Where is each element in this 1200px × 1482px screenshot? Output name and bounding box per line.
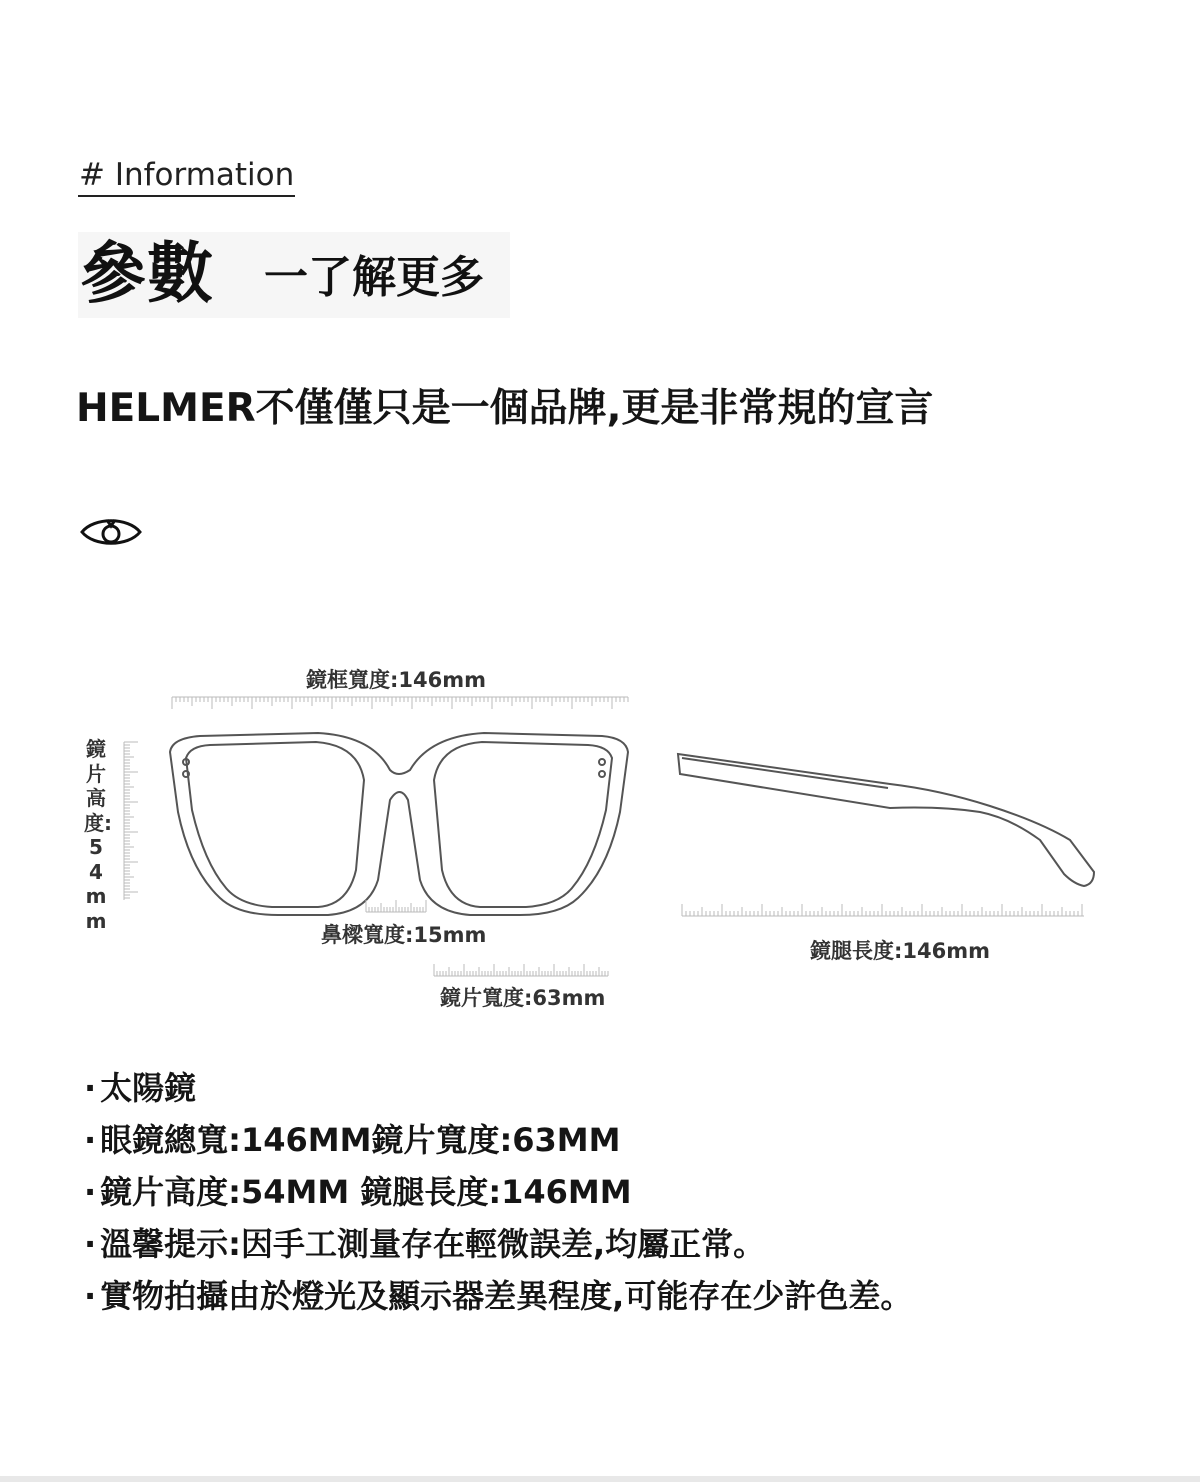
spec-list — [84, 1062, 912, 1322]
page-subtitle: 一了解更多 — [264, 252, 484, 303]
temple-length-label: 鏡腿長度:146mm — [810, 939, 990, 963]
spec-item-lens-height: · 鏡片高度:54MM 鏡腿長度:146MM — [84, 1166, 912, 1218]
glasses-temple-arm — [678, 754, 1094, 886]
nose-bridge-label: 鼻樑寬度:15mm — [321, 923, 487, 947]
brand-slogan: HELMER不僅僅只是一個品牌,更是非常規的宣言 — [76, 386, 934, 431]
temple-length-ruler — [682, 904, 1084, 916]
frame-width-ruler — [172, 697, 628, 709]
bottom-divider — [0, 1476, 1200, 1482]
lens-height-ruler — [124, 742, 138, 900]
eye-icon — [80, 514, 142, 554]
glasses-front-frame — [170, 733, 628, 915]
spec-item-type: · 太陽鏡 — [84, 1062, 912, 1114]
page-title: 參數 — [80, 235, 214, 312]
spec-item-color-note: · 實物拍攝由於燈光及顯示器差異程度,可能存在少許色差。 — [84, 1270, 912, 1322]
glasses-diagram — [0, 640, 1200, 1020]
spec-item-total-width: · 眼鏡總寬:146MM鏡片寬度:63MM — [84, 1114, 912, 1166]
frame-width-label: 鏡框寬度:146mm — [306, 668, 486, 692]
spec-item-measurement-note: · 溫馨提示:因手工測量存在輕微誤差,均屬正常。 — [84, 1218, 912, 1270]
lens-width-ruler — [434, 964, 608, 976]
lens-width-label: 鏡片寬度:63mm — [440, 986, 606, 1010]
lens-height-label: 鏡片高度:54mm — [84, 737, 112, 933]
info-heading: # Information — [78, 156, 295, 197]
nose-bridge-ruler — [366, 900, 426, 912]
